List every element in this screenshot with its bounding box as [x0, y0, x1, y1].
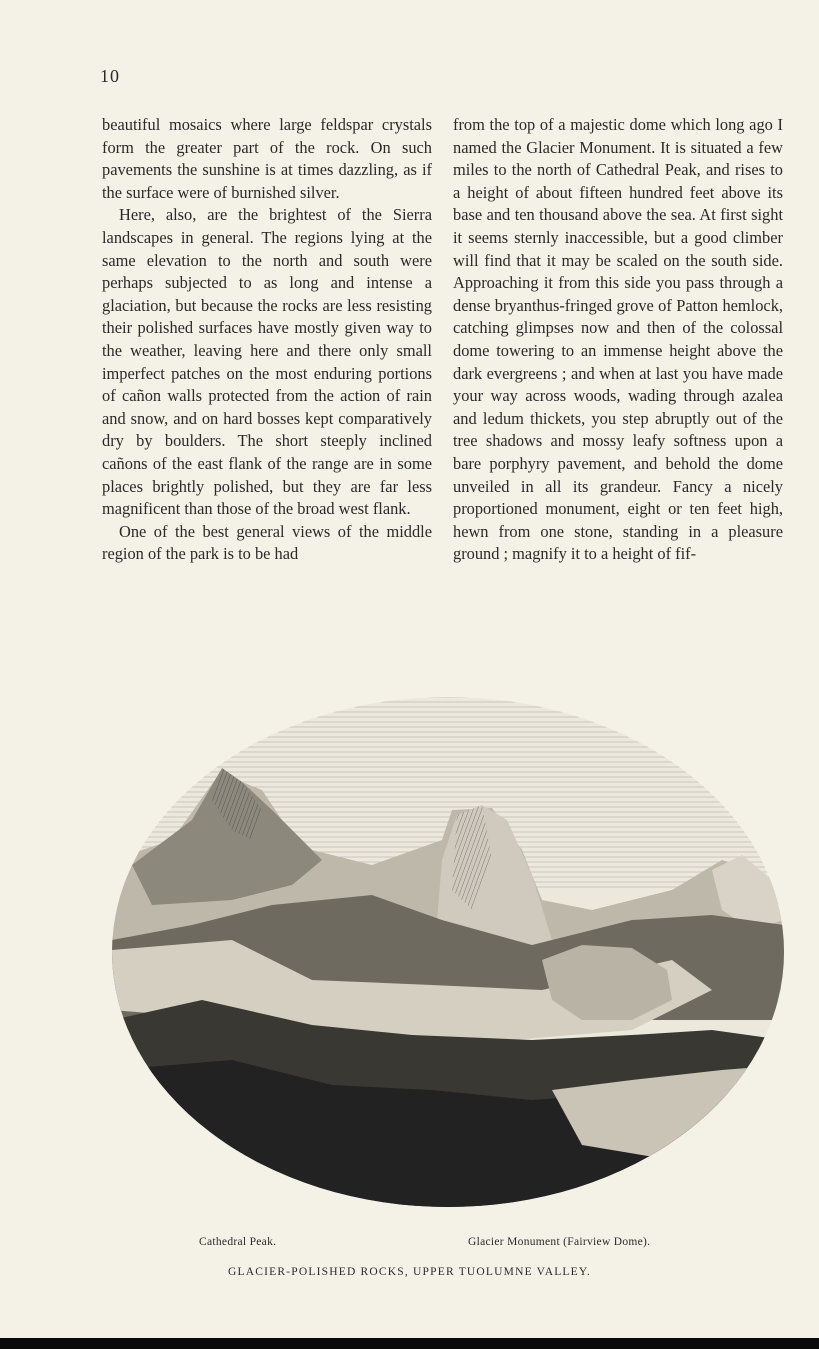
page-number: 10 [100, 66, 120, 86]
plate-title: GLACIER-POLISHED ROCKS, UPPER TUOLUMNE VALLEY. [228, 1266, 591, 1278]
caption-cathedral-peak: Cathedral Peak. [199, 1236, 277, 1248]
right-text-column [453, 114, 783, 566]
paragraph: from the top of a majestic dome which long ago I named the Glacier Monument. It is situated a few miles to the north of Cathedral Peak, and rises to a height of about fifteen hundred feet above its base and ten thousand above the sea. At first sight it seems sternly inaccessible, but a good climber will find that it may be scaled on the south side. Approaching it from this side you pass through a dense bryanthus-fringed grove of Patton hemlock, catching glimpses now and then of the colossal dome towering to an immense height above the dark evergreens ; and when at last you have made your way across woods, wading through azalea and ledum thickets, you step abruptly out of the tree shadows and mossy leafy softness upon a bare porphyry pavement, and behold the dome unveiled in all its grandeur. Fancy a nicely proportioned monument, eight or ten feet high, hewn from one stone, standing in a pleasure ground ; magnify it to a height of fif- [453, 115, 783, 564]
paragraph: Here, also, are the brightest of the Sierra landscapes in general. The regions lying at the same elevation to the north and south were perhaps subjected to as long and intense a glaciation, but because the rocks are less resisting their polished surfaces have mostly given way to the weather, leaving here and there only small imperfect patches on the most enduring portions of cañon walls protected from the action of rain and snow, and on hard bosses kept comparatively dry by boulders. The short steeply inclined cañons of the east flank of the range are in some places brightly polished, but they are far less magnificent than those of the broad west flank. [102, 205, 432, 519]
caption-glacier-monument: Glacier Monument (Fairview Dome). [468, 1236, 651, 1248]
engraving-illustration [112, 690, 784, 1210]
paragraph: beautiful mosaics where large feldspar crystals form the greater part of the rock. On such pavements the sunshine is at times dazzling, as if the surface were of burnished silver. [102, 115, 432, 202]
left-text-column [102, 114, 432, 566]
bottom-border [0, 1338, 819, 1349]
paragraph: One of the best general views of the middle region of the park is to be had [102, 521, 432, 564]
